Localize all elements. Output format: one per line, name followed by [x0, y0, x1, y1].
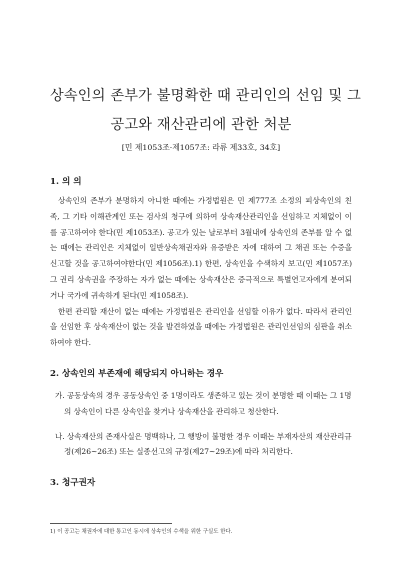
- section-heading-3: 3. 청구권자: [50, 478, 96, 489]
- statute-reference: [민 제1053조·제1057조: 라류 제33호, 34호]: [121, 143, 281, 152]
- section-2-item-ga: 가. 공동상속의 경우 공동상속인 중 1명이라도 생존하고 있는 것이 분명한 때 이때는 그 1명의 상속인이 다른 상속인을 찾거나 상속재산을 관리하고 청산한다.: [55, 390, 352, 416]
- footnote-1: 1) 이 공고는 채권자에 대한 통고인 동시에 상속인의 수색을 위한 구실도 한다.: [50, 529, 233, 535]
- section-1-paragraph-2: 한편 관리할 재산이 없는 때에는 가정법원은 관리인을 선임할 이유가 없다. 따라서 관리인을 선임한 후 상속재산이 없는 것을 발견하였을 때에는 가정법원은 관리인선임의 심판을 취소하여야 한다.: [50, 306, 352, 348]
- section-1-paragraph-1: 상속인의 존부가 분명하지 아니한 때에는 가정법원은 민 제777조 소정의 피상속인의 친족, 그 기타 이해관계인 또는 검사의 청구에 의하여 상속재산관리인을 선임하고 지체없이 이를 공고하여야 한다(민 제1053조). 공고가 있는 날로부터 3월내에 상속인의 존부를 알 수 없는 때에는 관리인은 지체없이 일반상속채권자와 유증받은 자에 대하여 그 채권 또는 수증을 신고할 것을 공고하여야한다(민 제1056조).1) 한편, 상속인을 수색하지 보고(민 제1057조) 그 권리 상속권을 주장하는 자가 없는 때에는 상속재산은 증극적으로 특별연고자에게 분여되거나 국가에 귀속하게 된다(민 제1058조).: [50, 196, 352, 300]
- section-heading-2: 2. 상속인의 부존재에 해당되지 아니하는 경우: [50, 368, 224, 379]
- footnote-divider: [50, 523, 172, 524]
- section-2-item-na: 나. 상속재산의 존재사실은 명백하나, 그 행방이 불명한 경우 이때는 부재자산의 재산관리규정(제26~26조) 또는 실종선고의 규정(제27~29조)에 따라 처리한다.: [55, 431, 352, 457]
- title-line-2: 공고와 재산관리에 관한 처분: [110, 117, 292, 133]
- document-title: [50, 0, 362, 140]
- section-heading-1: 1. 의 의: [50, 177, 82, 187]
- title-line-1: 상속인의 존부가 불명확한 때 관리인의 선임 및 그: [50, 88, 362, 104]
